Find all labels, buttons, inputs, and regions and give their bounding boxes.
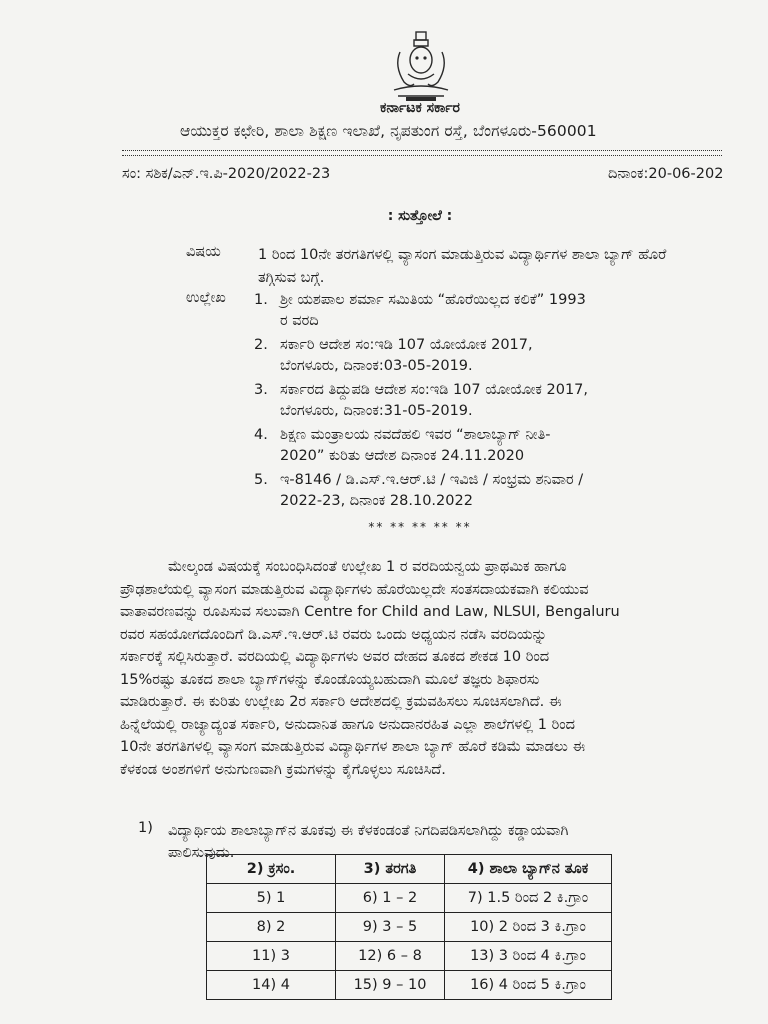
references-label: ಉಲ್ಲೇಖ — [186, 290, 226, 306]
instruction-line: ಪಾಲಿಸುವುದು. — [168, 845, 235, 861]
instruction-number: 1) — [138, 820, 153, 836]
subject-label: ವಿಷಯ — [186, 244, 221, 260]
table-row — [207, 884, 612, 913]
reference-item — [254, 470, 704, 512]
reference-text: ಶ್ರೀ ಯಶಪಾಲ ಶರ್ಮಾ ಸಮಿತಿಯ “ಹೊರೆಯಿಲ್ಲದ ಕಲಿಕೆ” 1993 ರ ವರದಿ — [280, 292, 586, 329]
table-cell: 5) 1 — [207, 884, 336, 913]
government-name: ಕರ್ನಾಟಕ ಸರ್ಕಾರ — [380, 100, 460, 116]
reference-text: ಸರ್ಕಾರಿ ಆದೇಶ ಸಂ:ಇಡಿ 107 ಯೋಯೋಕ 2017, ಬೆಂಗಳೂರು, ದಿನಾಂಕ:03-05-2019. — [280, 337, 533, 374]
body-line: ಪ್ರೌಢಶಾಲೆಯಲ್ಲಿ ವ್ಯಾಸಂಗ ಮಾಡುತ್ತಿರುವ ವಿದ್ಯಾರ್ಥಿಗಳು ಹೊರೆಯಿಲ್ಲದೇ ಸಂತಸದಾಯಕವಾಗಿ ಕಲಿಯುವ — [120, 581, 589, 598]
reference-number-label: 2. — [254, 337, 268, 353]
reference-number-label: 4. — [254, 427, 268, 443]
office-address: ಆಯುಕ್ತರ ಕಛೇರಿ, ಶಾಲಾ ಶಿಕ್ಷಣ ಇಲಾಖೆ, ನೃಪತುಂಗ ರಸ್ತೆ, ಬೆಂಗಳೂರು-560001 — [180, 122, 597, 140]
column-header-class: 3) ತರಗತಿ — [336, 855, 445, 884]
school-bag-weight-table — [206, 854, 612, 1000]
reference-number-label: 3. — [254, 382, 268, 398]
reference-text: ಇ-8146 / ಡಿ.ಎಸ್.ಇ.ಆರ್.ಟಿ / ಇವಿಜಿ / ಸಂಭ್ರಮ ಶನಿವಾರ / 2022-23, ದಿನಾಂಕ 28.10.2022 — [280, 472, 584, 509]
table-cell: 9) 3 – 5 — [336, 913, 445, 942]
reference-item — [254, 290, 704, 332]
table-cell: 15) 9 – 10 — [336, 971, 445, 1000]
body-line: ಕೆಳಕಂಡ ಅಂಶಗಳಿಗೆ ಅನುಗುಣವಾಗಿ ಕ್ರಮಗಳನ್ನು ಕೈಗೊಳ್ಳಲು ಸೂಚಿಸಿದೆ. — [120, 761, 446, 778]
table-row — [207, 971, 612, 1000]
header-divider-top — [122, 150, 722, 151]
circular-title: : ಸುತ್ತೋಲೆ : — [387, 208, 453, 224]
body-line: ಸರ್ಕಾರಕ್ಕೆ ಸಲ್ಲಿಸಿರುತ್ತಾರೆ. ವರದಿಯಲ್ಲಿ ವಿದ್ಯಾರ್ಥಿಗಳು ಅವರ ದೇಹದ ತೂಕದ ಶೇಕಡ 10 ರಿಂದ — [120, 649, 550, 665]
column-header-bag-weight: 4) ಶಾಲಾ ಬ್ಯಾಗ್‌ನ ತೂಕ — [445, 855, 612, 884]
instruction-line: ವಿದ್ಯಾರ್ಥಿಯ ಶಾಲಾಬ್ಯಾಗ್‌ನ ತೂಕವು ಈ ಕೆಳಕಂಡಂತೆ ನಿಗದಿಪಡಿಸಲಾಗಿದ್ದು ಕಡ್ಡಾಯವಾಗಿ — [168, 823, 569, 839]
table-cell: 8) 2 — [207, 913, 336, 942]
table-row — [207, 942, 612, 971]
table-cell: 6) 1 – 2 — [336, 884, 445, 913]
reference-number-label: 5. — [254, 472, 268, 488]
reference-number: ಸಂ: ಸಶಿಕ/ಎನ್.ಇ.ಪಿ-2020/2022-23 — [122, 166, 331, 182]
references-list — [254, 290, 704, 515]
table-cell: 16) 4 ರಿಂದ 5 ಕಿ.ಗ್ರಾಂ — [445, 971, 612, 1000]
body-line: 10ನೇ ತರಗತಿಗಳಲ್ಲಿ ವ್ಯಾಸಂಗ ಮಾಡುತ್ತಿರುವ ವಿದ್ಯಾರ್ಥಿಗಳ ಶಾಲಾ ಬ್ಯಾಗ್ ಹೊರೆ ಕಡಿಮೆ ಮಾಡಲು ಈ — [120, 739, 586, 755]
table-cell: 10) 2 ರಿಂದ 3 ಕಿ.ಗ್ರಾಂ — [445, 913, 612, 942]
table-cell: 11) 3 — [207, 942, 336, 971]
body-line: ವಾತಾವರಣವನ್ನು ರೂಪಿಸುವ ಸಲುವಾಗಿ Centre for Child and Law, NLSUI, Bengaluru — [120, 604, 620, 620]
body-line: ಮೇಲ್ಕಂಡ ವಿಷಯಕ್ಕೆ ಸಂಬಂಧಿಸಿದಂತೆ ಉಲ್ಲೇಖ 1 ರ ವರದಿಯನ್ವಯ ಪ್ರಾಥಮಿಕ ಹಾಗೂ — [168, 559, 567, 575]
table-row — [207, 913, 612, 942]
body-line: ಹಿನ್ನೆಲೆಯಲ್ಲಿ ರಾಜ್ಯಾದ್ಯಂತ ಸರ್ಕಾರಿ, ಅನುದಾನಿತ ಹಾಗೂ ಅನುದಾನರಹಿತ ಎಲ್ಲಾ ಶಾಲೆಗಳಲ್ಲಿ 1 ರಿಂದ — [120, 716, 576, 733]
body-line: 15%ರಷ್ಟು ತೂಕದ ಶಾಲಾ ಬ್ಯಾಗ್‌ಗಳನ್ನು ಕೊಂಡೊಯ್ಯಬಹುದಾಗಿ ಮೂಲೆ ತಜ್ಞರು ಶಿಫಾರಸು — [120, 671, 540, 688]
reference-item — [254, 335, 704, 377]
karnataka-state-emblem-icon — [388, 30, 454, 104]
body-line: ಮಾಡಿರುತ್ತಾರೆ. ಈ ಕುರಿತು ಉಲ್ಲೇಖ 2ರ ಸರ್ಕಾರಿ ಆದೇಶದಲ್ಲಿ ಕ್ರಮವಹಿಸಲು ಸೂಚಿಸಲಾಗಿದೆ. ಈ — [120, 694, 562, 710]
reference-item — [254, 425, 704, 467]
table-cell: 14) 4 — [207, 971, 336, 1000]
table-cell: 13) 3 ರಿಂದ 4 ಕಿ.ಗ್ರಾಂ — [445, 942, 612, 971]
reference-number-label: 1. — [254, 292, 268, 308]
circular-date: ದಿನಾಂಕ:20-06-202 — [608, 166, 724, 182]
column-header-serial: 2) ಕ್ರಸಂ. — [207, 855, 336, 884]
section-separator: ** ** ** ** ** — [368, 520, 472, 534]
reference-text: ಸರ್ಕಾರದ ತಿದ್ದುಪಡಿ ಆದೇಶ ಸಂ:ಇಡಿ 107 ಯೋಯೋಕ 2017, ಬೆಂಗಳೂರು, ದಿನಾಂಕ:31-05-2019. — [280, 382, 589, 419]
table-cell: 7) 1.5 ರಿಂದ 2 ಕಿ.ಗ್ರಾಂ — [445, 884, 612, 913]
body-paragraph — [120, 556, 724, 781]
body-line: ರವರ ಸಹಯೋಗದೊಂದಿಗೆ ಡಿ.ಎಸ್.ಇ.ಆರ್.ಟಿ ರವರು ಒಂದು ಅಧ್ಯಯನ ನಡೆಸಿ ವರದಿಯನ್ನು — [120, 626, 548, 643]
subject-text: 1 ರಿಂದ 10ನೇ ತರಗತಿಗಳಲ್ಲಿ ವ್ಯಾಸಂಗ ಮಾಡುತ್ತಿರುವ ವಿದ್ಯಾರ್ಥಿಗಳ ಶಾಲಾ ಬ್ಯಾಗ್ ಹೊರೆ ತಗ್ಗಿಸುವ ಬಗ್ಗೆ. — [258, 247, 667, 286]
reference-text: ಶಿಕ್ಷಣ ಮಂತ್ರಾಲಯ ನವದೆಹಲಿ ಇವರ “ಶಾಲಾಬ್ಯಾಗ್ ನೀತಿ- 2020” ಕುರಿತು ಆದೇಶ ದಿನಾಂಕ 24.11.2020 — [280, 427, 551, 464]
reference-item — [254, 380, 704, 422]
table-header-row — [207, 855, 612, 884]
table-cell: 12) 6 – 8 — [336, 942, 445, 971]
header-divider-bottom — [122, 155, 722, 156]
